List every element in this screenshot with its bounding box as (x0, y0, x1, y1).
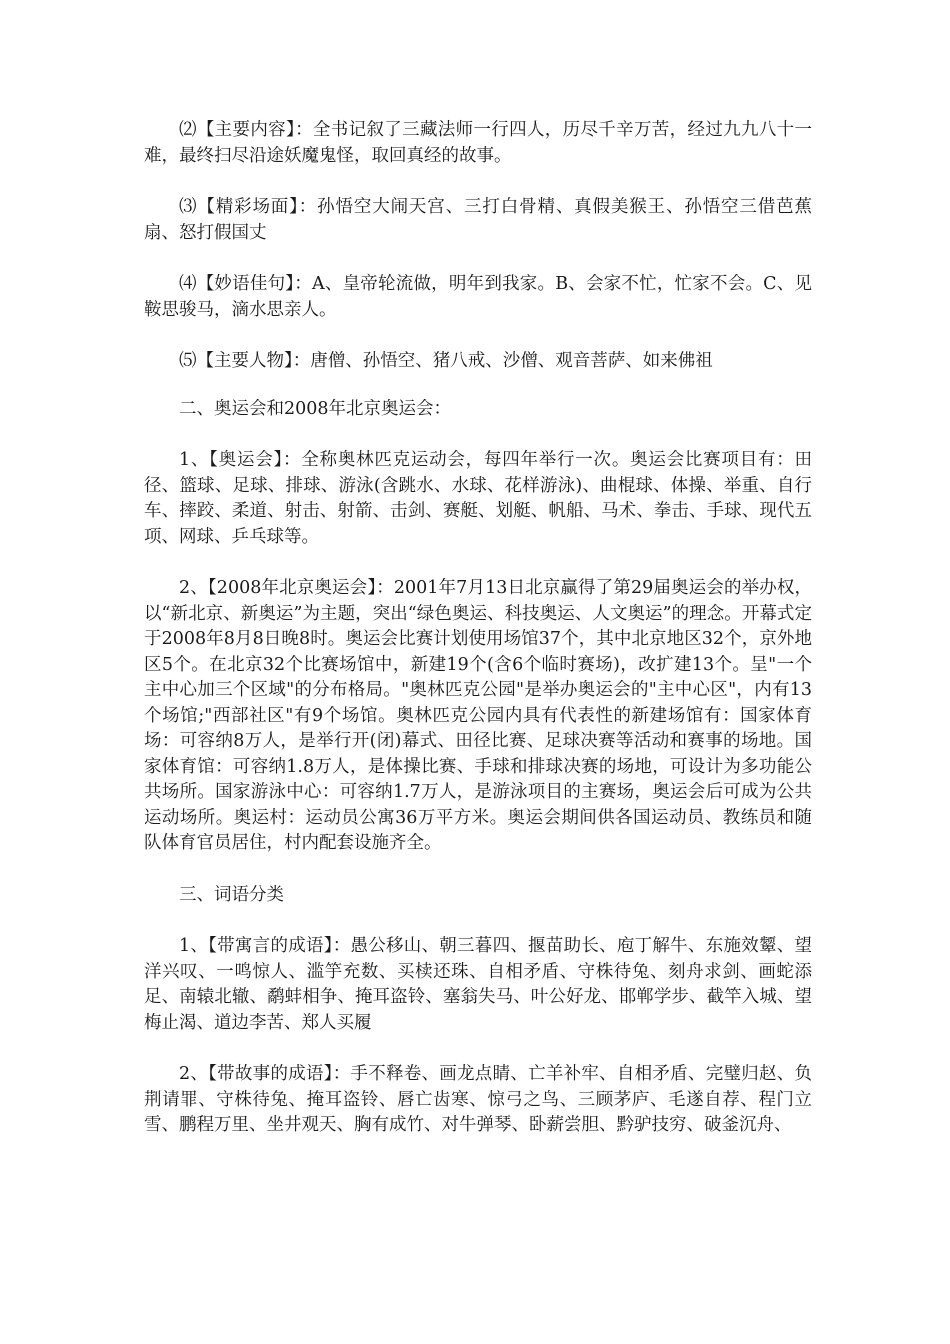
paragraph-fable-idioms: 1、【带寓言的成语】：愚公移山、朝三暮四、揠苗助长、庖丁解牛、东施效颦、望洋兴叹、一鸣惊人、滥竽充数、买椟还珠、自相矛盾、守株待兔、刻舟求剑、画蛇添足、南辕北辙、鹬蚌相争、掩耳盗铃、塞翁失马、叶公好龙、邯郸学步、截竿入城、望梅止渴、道边李苦、郑人买履 (144, 936, 812, 1033)
paragraph-main-content: ⑵【主要内容】：全书记叙了三藏法师一行四人，历尽千辛万苦，经过九九八十一难，最终扫尽沿途妖魔鬼怪，取回真经的故事。 (144, 120, 812, 166)
document-page (144, 118, 812, 1139)
section-heading-word-classification: 三、词语分类 (179, 884, 284, 905)
paragraph-story-idioms: 2、【带故事的成语】：手不释卷、画龙点睛、亡羊补牢、自相矛盾、完璧归赵、负荆请罪、守株待兔、掩耳盗铃、唇亡齿寒、惊弓之鸟、三顾茅庐、毛遂自荐、程门立雪、鹏程万里、坐井观天、胸有成竹、对牛弹琴、卧薪尝胆、黔驴技穷、破釜沉舟、 (144, 1064, 812, 1135)
section-heading-olympics: 二、奥运会和2008年北京奥运会： (179, 398, 452, 419)
paragraph-olympics-overview: 1、【奥运会】：全称奥林匹克运动会，每四年举行一次。奥运会比赛项目有：田径、篮球、足球、排球、游泳(含跳水、水球、花样游泳)、曲棍球、体操、举重、自行车、摔跤、柔道、射击、射箭、击剑、赛艇、划艇、帆船、马术、拳击、手球、现代五项、网球、乒乓球等。 (144, 450, 812, 547)
paragraph-highlight-scenes: ⑶【精彩场面】：孙悟空大闹天宫、三打白骨精、真假美猴王、孙悟空三借芭蕉扇、怒打假国丈 (144, 197, 812, 243)
paragraph-beijing-2008: 2、【2008年北京奥运会】：2001年7月13日北京赢得了第29届奥运会的举办权，以“新北京、新奥运”为主题，突出“绿色奥运、科技奥运、人文奥运”的理念。开幕式定于2008年8月8日晚8时。奥运会比赛计划使用场馆37个，其中北京地区32个，京外地区5个。在北京32个比赛场馆中，新建19个(含6个临时赛场)，改扩建13个。呈"一个主中心加三个区域"的分布格局。"奥林匹克公园"是举办奥运会的"主中心区"，内有13个场馆;"西部社区"有9个场馆。奥林匹克公园内具有代表性的新建场馆有：国家体育场：可容纳8万人，是举行开(闭)幕式、田径比赛、足球决赛等活动和赛事的场地。国家体育馆：可容纳1.8万人，是体操比赛、手球和排球决赛的场地，可设计为多功能公共场所。国家游泳中心：可容纳1.7万人，是游泳项目的主赛场，奥运会后可成为公共运动场所。奥运村：运动员公寓36万平方米。奥运会期间供各国运动员、教练员和随队体育官员居住，村内配套设施齐全。 (144, 578, 812, 853)
paragraph-main-characters: ⑸【主要人物】：唐僧、孙悟空、猪八戒、沙僧、观音菩萨、如来佛祖 (179, 351, 713, 371)
paragraph-famous-quotes: ⑷【妙语佳句】：A、皇帝轮流做，明年到我家。B、会家不忙，忙家不会。C、见鞍思骏马，滴水思亲人。 (144, 274, 812, 320)
